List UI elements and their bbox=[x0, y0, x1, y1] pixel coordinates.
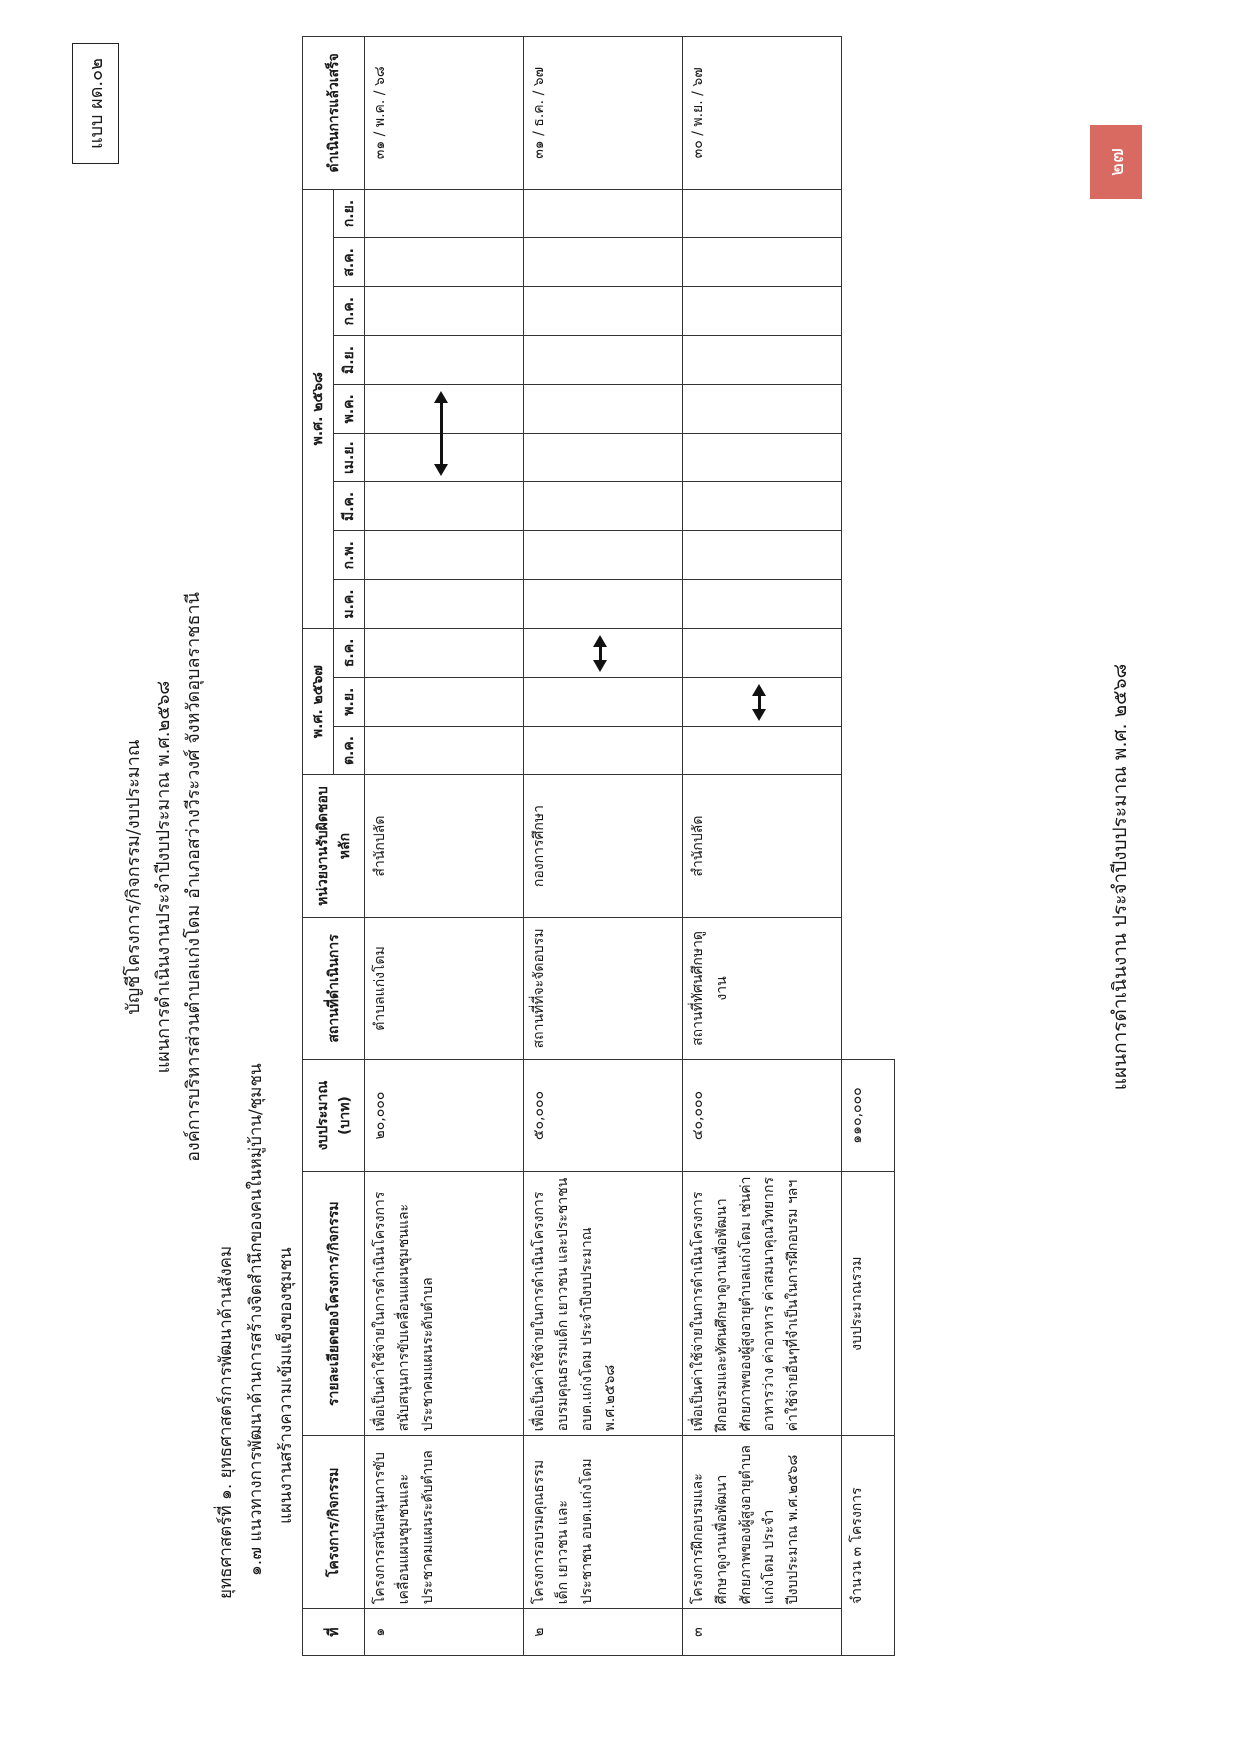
header-unit: หน่วยงานรับผิดชอบหลัก bbox=[303, 775, 365, 917]
project-location: สถานที่ทัศนศึกษาดูงาน bbox=[683, 917, 842, 1059]
month-cell bbox=[365, 726, 524, 775]
month-cell bbox=[683, 726, 842, 775]
month-header: ก.ค. bbox=[334, 287, 365, 336]
project-table bbox=[302, 36, 895, 1656]
project-unit: สำนักปลัด bbox=[683, 775, 842, 917]
timeline-arrow bbox=[440, 395, 443, 472]
month-cell bbox=[683, 580, 842, 629]
table-row bbox=[365, 37, 524, 1656]
completion-date: ๓๑ / ธ.ค. / ๖๗ bbox=[524, 37, 683, 190]
project-detail: เพื่อเป็นค่าใช้จ่ายในการดำเนินโครงการฝึกอบรมและทัศนศึกษาดูงานเพื่อพัฒนาศักยภาพของผู้สูงอายุตำบลแก่งโดม เช่นค่าอาหารว่าง ค่าอาหาร ค่าสมนาคุณวิทยากร ค่าใช้จ่ายอื่นๆที่จำเป็นในการฝึกอบรม ฯลฯ bbox=[683, 1171, 842, 1435]
project-unit: สำนักปลัด bbox=[365, 775, 524, 917]
row-number: ๓ bbox=[683, 1609, 842, 1656]
month-cell bbox=[365, 238, 524, 287]
summary-blank bbox=[842, 37, 895, 1060]
month-cell bbox=[524, 189, 683, 238]
document-subtitle: แผนการดำเนินงานประจำปีงบประมาณ พ.ศ.๒๕๖๘ bbox=[153, 680, 174, 1074]
month-cell bbox=[365, 287, 524, 336]
total-label: งบประมาณรวม bbox=[842, 1171, 895, 1435]
month-header: ม.ค. bbox=[334, 580, 365, 629]
header-no: ที่ bbox=[303, 1609, 365, 1656]
row-number: ๑ bbox=[365, 1609, 524, 1656]
month-header: ก.ย. bbox=[334, 189, 365, 238]
project-name: โครงการฝึกอบรมและศึกษาดูงานเพื่อพัฒนาศักยภาพของผู้สูงอายุตำบลแก่งโดม ประจำปีงบประมาณ พ.ศ.๒๕๖๘ bbox=[683, 1436, 842, 1609]
month-cell bbox=[365, 531, 524, 580]
month-cell bbox=[524, 580, 683, 629]
month-cell bbox=[683, 336, 842, 385]
month-cell bbox=[365, 677, 524, 726]
month-header: ก.พ. bbox=[334, 531, 365, 580]
month-header: ธ.ค. bbox=[334, 628, 365, 677]
project-name: โครงการสนับสนุนการขับเคลื่อนแผนชุมชนและประชาคมแผนระดับตำบล bbox=[365, 1436, 524, 1609]
month-header: พ.ค. bbox=[334, 384, 365, 433]
month-cell bbox=[683, 287, 842, 336]
month-cell bbox=[524, 531, 683, 580]
header-budget: งบประมาณ (บาท) bbox=[303, 1060, 365, 1172]
project-location: ตำบลแก่งโดม bbox=[365, 917, 524, 1059]
month-cell bbox=[365, 628, 524, 677]
month-cell bbox=[524, 482, 683, 531]
header-year-2: พ.ศ. ๒๕๖๘ bbox=[303, 189, 334, 628]
organization-name: องค์การบริหารส่วนตำบลแก่งโดม อำเภอสว่างวีระวงศ์ จังหวัดอุบลราชธานี bbox=[183, 592, 204, 1162]
project-count: จำนวน ๓ โครงการ bbox=[842, 1436, 895, 1656]
summary-row bbox=[842, 37, 895, 1656]
month-cell bbox=[524, 677, 683, 726]
month-cell bbox=[524, 287, 683, 336]
project-detail: เพื่อเป็นค่าใช้จ่ายในการดำเนินโครงการอบรมคุณธรรมเด็ก เยาวชน และประชาชน อบต.แก่งโดม ประจำปีงบประมาณ พ.ศ.๒๕๖๘ bbox=[524, 1171, 683, 1435]
month-cell bbox=[524, 726, 683, 775]
month-cell bbox=[365, 336, 524, 385]
timeline-arrow bbox=[758, 688, 761, 717]
month-header: ส.ค. bbox=[334, 238, 365, 287]
project-budget: ๕๐,๐๐๐ bbox=[524, 1060, 683, 1172]
header-detail: รายละเอียดของโครงการ/กิจกรรม bbox=[303, 1171, 365, 1435]
month-header: พ.ย. bbox=[334, 677, 365, 726]
month-cell bbox=[365, 189, 524, 238]
guideline-line: ๑.๗ แนวทางการพัฒนาด้านการสร้างจิตสำนึกของคนในหมู่บ้าน/ชุมชน bbox=[246, 1063, 266, 1576]
month-cell bbox=[524, 336, 683, 385]
month-cell bbox=[524, 433, 683, 482]
month-cell bbox=[683, 189, 842, 238]
month-cell bbox=[683, 384, 842, 433]
project-location: สถานที่ที่จะจัดอบรม bbox=[524, 917, 683, 1059]
project-detail: เพื่อเป็นค่าใช้จ่ายในการดำเนินโครงการสนับสนุนการขับเคลื่อนแผนชุมชนและประชาคมแผนระดับตำบล bbox=[365, 1171, 524, 1435]
month-cell bbox=[524, 384, 683, 433]
document-title: บัญชีโครงการ/กิจกรรม/งบประมาณ bbox=[123, 739, 144, 1015]
table-row bbox=[524, 37, 683, 1656]
month-header: ต.ค. bbox=[334, 726, 365, 775]
month-cell bbox=[683, 628, 842, 677]
header-location: สถานที่ดำเนินการ bbox=[303, 917, 365, 1059]
month-cell bbox=[365, 482, 524, 531]
project-name: โครงการอบรมคุณธรรมเด็ก เยาวชน และประชาชน อบต.แก่งโดม bbox=[524, 1436, 683, 1609]
row-number: ๒ bbox=[524, 1609, 683, 1656]
header-year-1: พ.ศ. ๒๕๖๗ bbox=[303, 628, 334, 774]
completion-date: ๓๑ / พ.ค. / ๖๘ bbox=[365, 37, 524, 190]
month-cell bbox=[365, 580, 524, 629]
month-cell bbox=[524, 238, 683, 287]
month-header: มี.ค. bbox=[334, 482, 365, 531]
strategy-line: ยุทธศาสตร์ที่ ๑. ยุทธศาสตร์การพัฒนาด้านสังคม bbox=[216, 1245, 236, 1599]
table-row bbox=[683, 37, 842, 1656]
month-header: มิ.ย. bbox=[334, 336, 365, 385]
month-cell bbox=[683, 531, 842, 580]
month-cell bbox=[683, 482, 842, 531]
completion-date: ๓๐ / พ.ย. / ๖๗ bbox=[683, 37, 842, 190]
month-cell bbox=[683, 433, 842, 482]
form-code: แบบ ผด.๐๒ bbox=[72, 43, 119, 164]
workplan-line: แผนงานสร้างความเข้มแข็งของชุมชน bbox=[276, 1247, 296, 1524]
page-footer: แผนการดำเนินงาน ประจำปีงบประมาณ พ.ศ. ๒๕๖๘ bbox=[1109, 663, 1131, 1091]
month-header: เม.ย. bbox=[334, 433, 365, 482]
page-number-badge: ๒๗ bbox=[1090, 125, 1142, 199]
month-cell bbox=[683, 238, 842, 287]
project-budget: ๒๐,๐๐๐ bbox=[365, 1060, 524, 1172]
total-budget: ๑๑๐,๐๐๐ bbox=[842, 1060, 895, 1172]
header-done: ดำเนินการแล้วเสร็จ bbox=[303, 37, 365, 190]
project-budget: ๔๐,๐๐๐ bbox=[683, 1060, 842, 1172]
header-project: โครงการ/กิจกรรม bbox=[303, 1436, 365, 1609]
timeline-arrow bbox=[599, 639, 602, 668]
project-unit: กองการศึกษา bbox=[524, 775, 683, 917]
